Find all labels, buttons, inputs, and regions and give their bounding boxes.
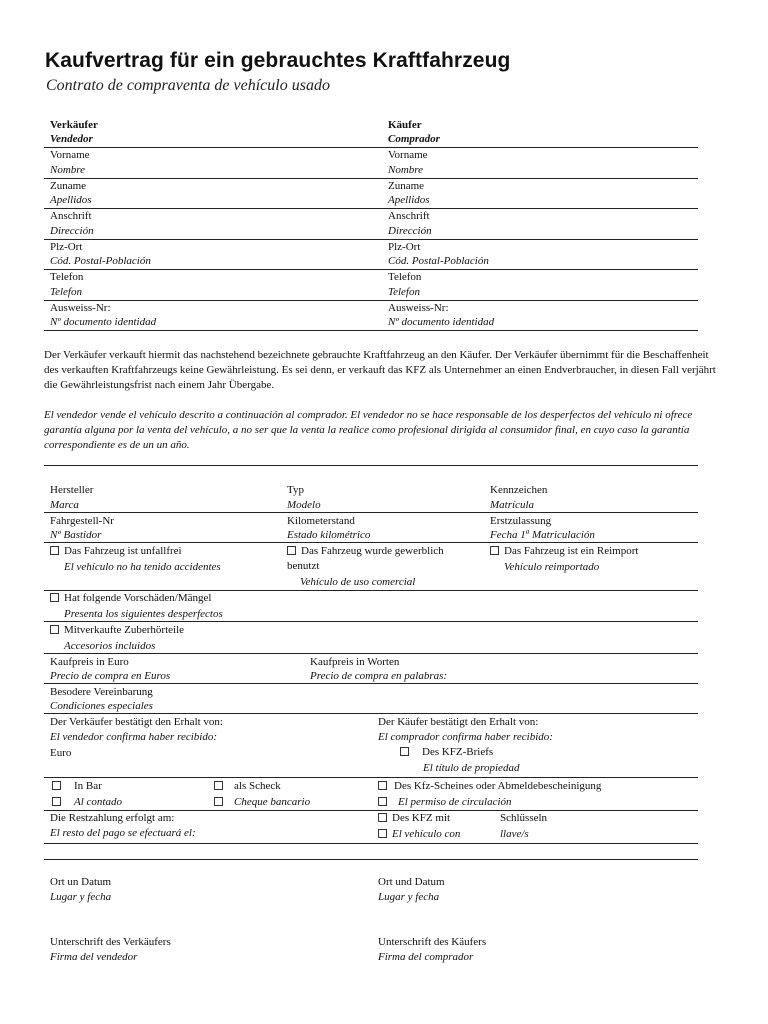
typ-label: Typ	[287, 484, 304, 496]
erstzulassung-label-es: Fecha 1$^a$ Matriculación	[490, 527, 595, 541]
seller-heading: Verkäufer	[50, 119, 98, 131]
erstzulassung-label: Erstzulassung	[490, 515, 552, 527]
hersteller-label-es: Marca	[50, 499, 79, 511]
special-label-es: Condiciones especiales	[50, 700, 153, 712]
divider	[44, 147, 698, 148]
zubehoer-option[interactable]: Mitverkaufte Zuberhörteile	[50, 623, 184, 637]
reimport-checkbox[interactable]	[490, 546, 499, 555]
fahrgestell-label: Fahrgestell-Nr	[50, 515, 114, 527]
divider	[44, 683, 698, 684]
km-label-es: Estado kilométrico	[287, 529, 371, 541]
schein-checkbox[interactable]	[378, 781, 387, 790]
seller-zuname-label: Zuname	[50, 180, 87, 192]
seller-plz-label: Plz-Ort	[50, 241, 83, 253]
scheck-option[interactable]: als Scheck	[214, 779, 281, 793]
divider	[44, 330, 698, 331]
seller-vorname-label-es: Nombre	[50, 164, 86, 176]
buyer-signature-label-es: Firma del comprador	[378, 951, 474, 963]
price-euro-label-es: Precio de compra en Euros	[50, 670, 171, 682]
maengel-option[interactable]: Hat folgende Vorschäden/Mängel	[50, 591, 211, 605]
kennzeichen-label: Kennzeichen	[490, 484, 548, 496]
seller-place-date-label-es: Lugar y fecha	[50, 891, 112, 903]
seller-plz-label-es: Cód. Postal-Población	[50, 255, 151, 267]
divider	[44, 542, 698, 543]
seller-signature-label-es: Firma del vendedor	[50, 951, 138, 963]
seller-vorname-label: Vorname	[50, 149, 90, 161]
buyer-plz-label: Plz-Ort	[388, 241, 421, 253]
currency-label: Euro	[50, 747, 72, 759]
seller-anschrift-label-es: Dirección	[50, 225, 94, 237]
buyer-plz-label-es: Cód. Postal-Población	[388, 255, 489, 267]
buyer-vorname-label: Vorname	[388, 149, 428, 161]
seller-telefon-label-es: Telefon	[50, 286, 82, 298]
divider	[44, 859, 698, 860]
fahrgestell-label-es: Nº Bastidor	[50, 529, 102, 541]
buyer-receipt-label-es: El comprador confirma haber recibido:	[378, 731, 553, 743]
seller-zuname-label-es: Apellidos	[50, 194, 92, 206]
scheck-option-es[interactable]: Cheque bancario	[214, 795, 310, 809]
divider	[44, 653, 698, 654]
reimport-option[interactable]: Das Fahrzeug ist ein Reimport	[490, 544, 638, 558]
gewerblich-label-cont: benutzt	[287, 560, 320, 572]
typ-label-es: Modelo	[287, 499, 321, 511]
divider	[44, 621, 698, 622]
bar-checkbox-es[interactable]	[52, 797, 61, 806]
seller-ausweis-label-es: Nº documento identidad	[50, 316, 157, 328]
gewerblich-option[interactable]: Das Fahrzeug wurde gewerblich	[287, 544, 444, 558]
reimport-label-es: Vehículo reimportado	[504, 561, 600, 573]
keys-option[interactable]: Des KFZ mit	[378, 811, 450, 825]
buyer-telefon-label: Telefon	[388, 271, 422, 283]
seller-anschrift-label: Anschrift	[50, 210, 92, 222]
keys-label-es: llave/s	[500, 828, 529, 840]
document-title: Kaufvertrag für ein gebrauchtes Kraftfahrzeug	[45, 49, 511, 72]
buyer-anschrift-label: Anschrift	[388, 210, 430, 222]
divider	[44, 777, 698, 778]
seller-signature-label: Unterschrift des Verkäufers	[50, 936, 171, 948]
divider	[44, 512, 698, 513]
unfallfrei-checkbox[interactable]	[50, 546, 59, 555]
buyer-anschrift-label-es: Dirección	[388, 225, 432, 237]
buyer-zuname-label-es: Apellidos	[388, 194, 430, 206]
price-words-label-es: Precio de compra en palabras:	[310, 670, 448, 682]
schein-checkbox-es[interactable]	[378, 797, 387, 806]
seller-receipt-label: Der Verkäufer bestätigt den Erhalt von:	[50, 716, 223, 728]
terms-paragraph-es: El vendedor vende el vehículo descrito a continuación al comprador. El vendedor no se hace responsable de los desperfectos del vehículo ni ofrece garantía alguna por la venta del vehículo, a no ser que la venta la realice como profesional dirigida al consumidor final, en cuyo caso la garantía correspondiente es de un un año.	[44, 409, 693, 451]
buyer-ausweis-label: Ausweiss-Nr:	[388, 302, 449, 314]
keys-checkbox-es[interactable]	[378, 829, 387, 838]
scheck-checkbox[interactable]	[214, 781, 223, 790]
rest-label-es: El resto del pago se efectuará el:	[50, 827, 196, 839]
keys-option-es[interactable]: El vehículo con	[378, 827, 460, 841]
buyer-vorname-label-es: Nombre	[388, 164, 424, 176]
brief-checkbox[interactable]	[400, 747, 409, 756]
rest-label: Die Restzahlung erfolgt am:	[50, 812, 175, 824]
divider	[44, 178, 698, 179]
maengel-checkbox[interactable]	[50, 593, 59, 602]
zubehoer-checkbox[interactable]	[50, 625, 59, 634]
buyer-signature-label: Unterschrift des Käufers	[378, 936, 487, 948]
divider	[44, 239, 698, 240]
gewerblich-label-es: Vehículo de uso comercial	[300, 576, 416, 588]
brief-option[interactable]: Des KFZ-Briefs	[400, 745, 493, 759]
divider	[44, 208, 698, 209]
document-subtitle: Contrato de compraventa de vehículo usado	[46, 77, 330, 94]
price-words-label: Kaufpreis in Worten	[310, 656, 400, 668]
unfallfrei-option[interactable]: Das Fahrzeug ist unfallfrei	[50, 544, 182, 558]
bar-checkbox[interactable]	[52, 781, 61, 790]
unfallfrei-label-es: El vehículo no ha tenido accidentes	[64, 561, 221, 573]
buyer-heading-es: Comprador	[388, 133, 440, 145]
terms-paragraph-de: Der Verkäufer verkauft hiermit das nachstehend bezeichnete gebrauchte Kraftfahrzeug an den Käufer. Der Verkäufer übernimmt für die Beschaffenheit des verkauften Kraftfahrzeugs keine Gewährleistung. Es sei denn, er verkauft das KFZ als Unternehmer an einen Endverbraucher, in diesen Fall verjährt die Gewährleistungsfrist nach einem Jahr Übergabe.	[44, 349, 716, 391]
buyer-heading: Käufer	[388, 119, 422, 131]
divider	[44, 269, 698, 270]
buyer-place-date-label: Ort und Datum	[378, 876, 445, 888]
seller-telefon-label: Telefon	[50, 271, 84, 283]
maengel-label-es: Presenta los siguientes desperfectos	[64, 608, 223, 620]
seller-heading-es: Vendedor	[50, 133, 93, 145]
brief-label-es: El título de propiedad	[423, 762, 520, 774]
bar-option[interactable]: In Bar	[52, 779, 102, 793]
divider	[44, 843, 698, 844]
zubehoer-label-es: Accesorios incluidos	[64, 640, 156, 652]
schein-option[interactable]: Des Kfz-Scheines oder Abmeldebescheinigung	[378, 779, 601, 793]
buyer-telefon-label-es: Telefon	[388, 286, 420, 298]
divider	[44, 465, 698, 466]
hersteller-label: Hersteller	[50, 484, 94, 496]
keys-checkbox[interactable]	[378, 813, 387, 822]
divider	[44, 300, 698, 301]
schein-option-es[interactable]: El permiso de circulación	[378, 795, 512, 809]
scheck-checkbox-es[interactable]	[214, 797, 223, 806]
seller-place-date-label: Ort un Datum	[50, 876, 112, 888]
bar-option-es[interactable]: Al contado	[52, 795, 122, 809]
buyer-zuname-label: Zuname	[388, 180, 425, 192]
special-label: Besodere Vereinbarung	[50, 686, 153, 698]
seller-ausweis-label: Ausweiss-Nr:	[50, 302, 111, 314]
keys-label: Schlüsseln	[500, 812, 548, 824]
km-label: Kilometerstand	[287, 515, 355, 527]
gewerblich-checkbox[interactable]	[287, 546, 296, 555]
buyer-receipt-label: Der Käufer bestätigt den Erhalt von:	[378, 716, 539, 728]
buyer-ausweis-label-es: Nº documento identidad	[388, 316, 495, 328]
price-euro-label: Kaufpreis in Euro	[50, 656, 129, 668]
kennzeichen-label-es: Matrícula	[490, 499, 534, 511]
divider	[44, 713, 698, 714]
seller-receipt-label-es: El vendedor confirma haber recibido:	[50, 731, 217, 743]
buyer-place-date-label-es: Lugar y fecha	[378, 891, 440, 903]
